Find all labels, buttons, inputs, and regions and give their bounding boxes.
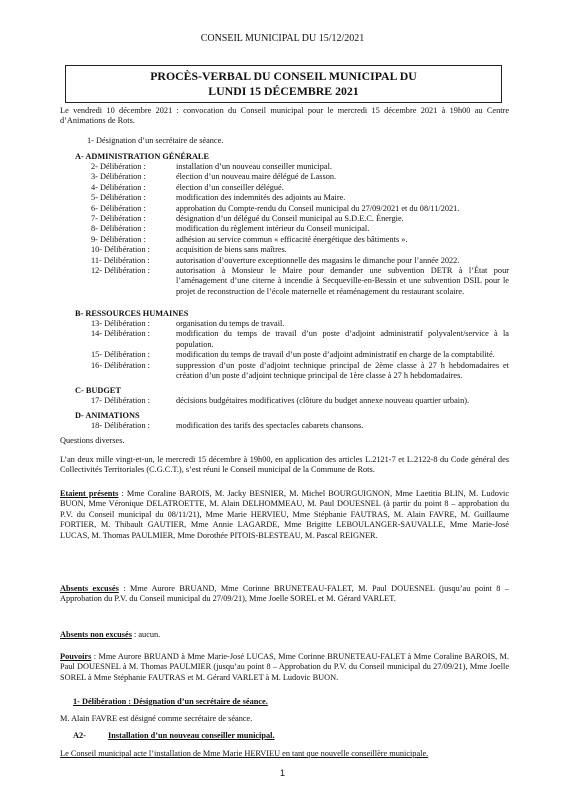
deliberation-number: 4- Délibération : <box>91 182 146 192</box>
deliberation-number: 15- Délibération : <box>91 350 150 360</box>
deliberation-number: 2- Délibération : <box>91 162 146 171</box>
questions-diverses: Questions diverses. <box>60 436 125 445</box>
deliberation-text: suppression d’un poste d’adjoint technique principal de 2ème classe à 27 h hebdomadaires et création d’un poste d’adjoint technique principal de 1ère classe à 27 h hebdomadaires. <box>176 360 509 380</box>
deliberation-text: modification des indemnités des adjoints au Maire. <box>176 193 346 203</box>
pouvoirs-label: Pouvoirs <box>60 652 92 661</box>
deliberation-number: 8- Délibération : <box>91 224 146 234</box>
excuses-text: : Mme Aurore BRUAND, Mme Corinne BRUNETEAU-FALET, M. Paul DOUESNEL (jusqu’au point 8 – Approbation du P.V. du Conseil municipal du 27/09/21), Mme Joelle SOREL et M. Gérard VARLET. <box>60 584 509 604</box>
section-d-heading: D- ANIMATIONS <box>75 411 140 420</box>
deliberation-number: 16- Délibération : <box>91 360 150 370</box>
deliberation-number: 5- Délibération : <box>91 193 146 203</box>
agenda-item-1: 1- Désignation d’un secrétaire de séance. <box>87 136 224 145</box>
deliberation-text: acquisition de biens sans maîtres. <box>176 245 287 255</box>
non-excuses-text: : aucun. <box>131 630 161 639</box>
non-excuses-paragraph <box>60 630 509 640</box>
deliberation-number: 11- Délibération : <box>91 255 150 265</box>
intro-paragraph: Le vendredi 10 décembre 2021 : convocation du Conseil municipal pour le mercredi 15 décembre 2021 à 19h00 au Centre d’Animations de Rots. <box>60 106 509 126</box>
deliberation-number: 12- Délibération : <box>91 266 150 275</box>
non-excuses-label: Absents non excusés <box>60 630 132 639</box>
section-a-heading: A- ADMINISTRATION GÉNÉRALE <box>75 152 209 161</box>
deliberation-text: modification du temps de travail d’un poste d’adjoint administratif en charge de la comptabilité. <box>176 350 495 360</box>
deliberation-number: 14- Délibération : <box>91 329 150 339</box>
section-b-heading: B- RESSOURCES HUMAINES <box>75 309 189 318</box>
deliberation-text: autorisation à Monsieur le Maire pour demander une subvention DETR à l’État pour l’aménagement d’une citerne à incendie à Secqueville-en-Bessin et une subvention DSIL pour le projet de reconstruction de l’école maternelle et réaménagement du restaurant scolaire. <box>176 266 509 296</box>
deliberation-text: organisation du temps de travail. <box>176 319 285 328</box>
deliberation-2-text: Le Conseil municipal acte l’installation de Mme Marie HERVIEU en tant que nouvelle conseillère municipale. <box>60 749 429 758</box>
deliberation-text: désignation d’un délégué du Conseil municipal au S.D.E.C. Énergie. <box>176 214 404 223</box>
presents-paragraph <box>60 489 509 541</box>
deliberation-number: 3- Délibération : <box>91 172 146 182</box>
deliberation-number: 10- Délibération : <box>91 245 150 255</box>
deliberation-text: adhésion au service commun « efficacité énergétique des bâtiments ». <box>176 234 408 244</box>
section-c-heading: C- BUDGET <box>75 386 121 395</box>
title-box <box>65 65 502 103</box>
title-line-1: PROCÈS-VERBAL DU CONSEIL MUNICIPAL DU <box>150 69 417 83</box>
deliberation-text: autorisation d’ouverture exceptionnelle des magasins le dimanche pour l’année 2022. <box>176 255 460 265</box>
running-header: CONSEIL MUNICIPAL DU 15/12/2021 <box>200 33 365 44</box>
deliberation-number: 18- Délibération : <box>91 421 150 430</box>
pouvoirs-paragraph <box>60 652 509 683</box>
deliberation-2-heading: Installation d’un nouveau conseiller municipal. <box>108 731 275 740</box>
deliberation-text: installation d’un nouveau conseiller municipal. <box>176 162 332 171</box>
deliberation-number: 6- Délibération : <box>91 203 146 213</box>
page-number: 1 <box>279 768 285 778</box>
opening-paragraph: L’an deux mille vingt-et-un, le mercredi 15 décembre à 19h00, en application des articles L.2121-7 et L.2122-8 du Code général des Collectivités Territoriales (C.G.C.T.), s’est réuni le Conseil municipal de la Commune de Rots. <box>60 455 509 475</box>
deliberation-1-text: M. Alain FAVRE est désigné comme secrétaire de séance. <box>60 714 253 723</box>
deliberation-1-heading: 1- Délibération : Désignation d’un secrétaire de séance. <box>73 697 268 706</box>
deliberation-text: élection d’un conseiller délégué. <box>176 182 284 192</box>
title-line-2: LUNDI 15 DÉCEMBRE 2021 <box>208 83 359 98</box>
deliberation-text: modification des tarifs des spectacles cabarets chansons. <box>176 421 364 430</box>
pouvoirs-text: : Mme Aurore BRUAND à Mme Marie-José LUCAS, Mme Corinne BRUNETEAU-FALET à Mme Coraline BAROIS, M. Paul DOUESNEL à M. Thomas PAULMIER (jusqu’au point 8 – Approbation du P.V. du Conseil municipal du 27/09/21), Mme Joelle SOREL à Mme Stéphanie FAUTRAS et M. Gérard VARLET à M. Ludovic BUON. <box>60 652 509 682</box>
deliberation-number: 9- Délibération : <box>91 234 146 244</box>
excuses-paragraph <box>60 584 509 605</box>
deliberation-number: 17- Délibération : <box>91 396 150 405</box>
deliberation-number: 13- Délibération : <box>91 319 150 328</box>
deliberation-text: décisions budgétaires modificatives (clôture du budget annexe nouveau quartier urbain). <box>176 396 470 405</box>
deliberation-2-number: A2- <box>73 731 86 740</box>
deliberation-text: modification du règlement intérieur du Conseil municipal. <box>176 224 370 234</box>
presents-text: : Mme Coraline BAROIS, M. Jacky BESNIER, M. Michel BOURGUIGNON, Mme Laetitia BLIN, M. Ludovic BUON, Mme Véronique DELATROETTE, M. Alain DELHOMMEAU, M. Paul DOUESNEL (à partir du point 8 – approbation du P.V. du Conseil municipal du 08/11/21), Mme Marie HERVIEU, Mme Stéphanie FAUTRAS, M. Alain FAVRE, M. Guillaume FORTIER, M. Thibault GAUTIER, Mme Annie LAGARDE, Mme Brigitte LEBOULANGER-SAUVALLE, Mme Marie-José LUCAS, M. Thomas PAULMIER, Mme Dorothée PITOIS-BLESTEAU, M. Pascal REIGNER. <box>60 489 509 540</box>
excuses-label: Absents excusés <box>60 584 119 593</box>
deliberation-text: approbation du Compte-rendu du Conseil municipal du 27/09/2021 et du 08/11/2021. <box>176 203 460 213</box>
presents-label: Etaient présents <box>60 489 119 498</box>
deliberation-number: 7- Délibération : <box>91 214 146 223</box>
deliberation-text: élection d’un nouveau maire délégué de Lasson. <box>176 172 337 182</box>
deliberation-text: modification du temps de travail d’un poste d’adjoint administratif polyvalent/service à la population. <box>176 329 509 349</box>
